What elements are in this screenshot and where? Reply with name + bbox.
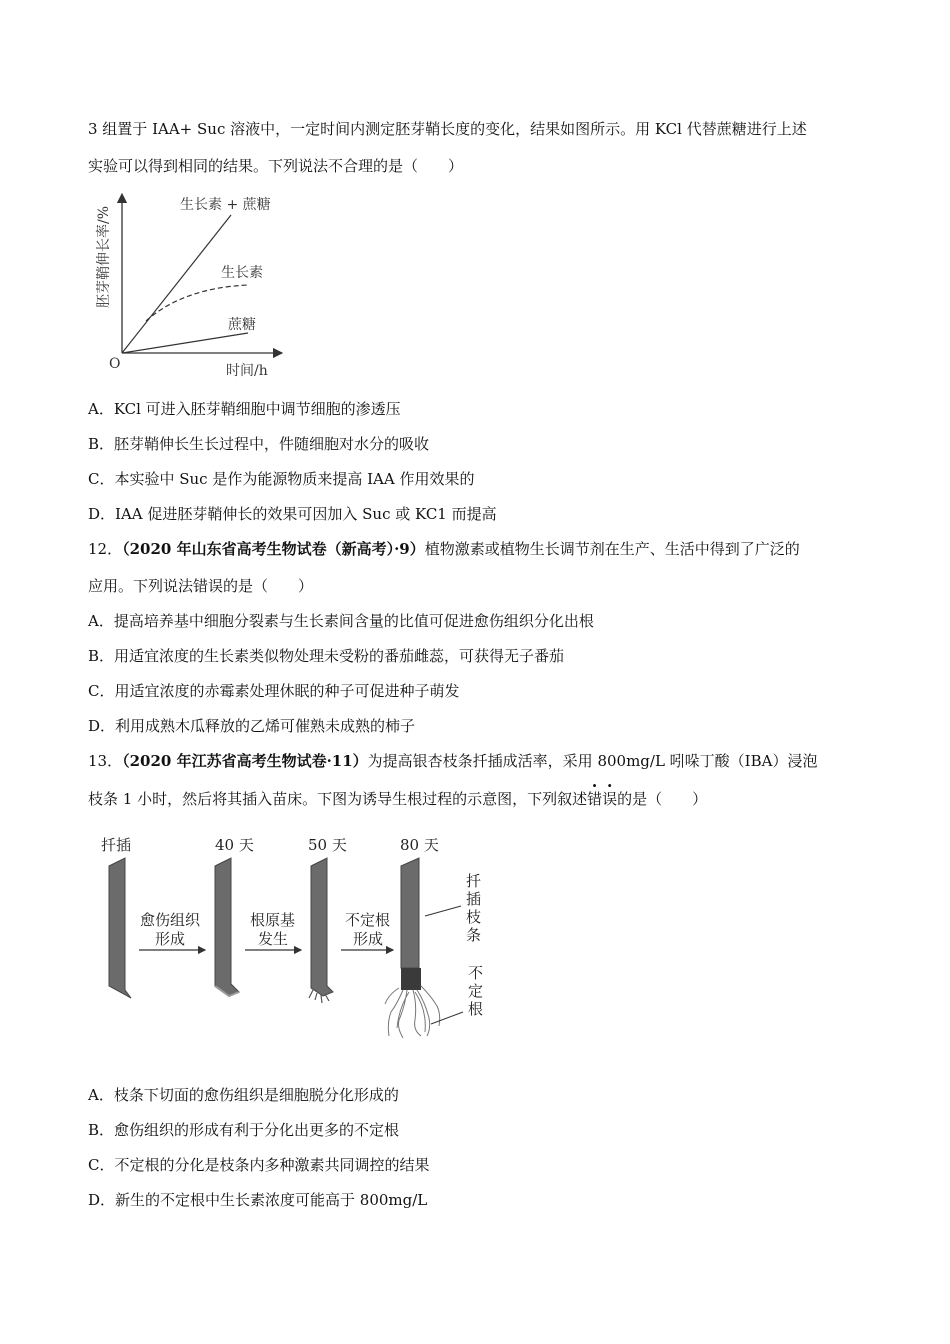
- arrow-3-label-1: 不定根: [345, 911, 391, 929]
- q12-option-c: C．用适宜浓度的赤霉素处理休眠的种子可促进种子萌发: [88, 682, 460, 700]
- label-sucrose: 蔗糖: [228, 317, 256, 333]
- q12-stem-text: 植物激素或植物生长调节剂在生产、生活中得到了广泛的: [424, 540, 800, 558]
- chart-ylabel: 胚芽鞘伸长率/%: [96, 205, 112, 308]
- q12-source: （2020 年山东省高考生物试卷（新高考）·9）: [122, 540, 425, 558]
- label-cutting-branch-text-char: 插: [466, 890, 482, 908]
- q11-stem-line1: 3 组置于 IAA+ Suc 溶液中，一定时间内测定胚芽鞘长度的变化，结果如图所示。用 KCl 代替蔗糖进行上述: [88, 120, 807, 138]
- q13-emphasis-char-1: 错: [587, 790, 603, 808]
- q13-stem-line2: [88, 789, 707, 809]
- label-adventitious-root-text-char: 定: [468, 982, 484, 1000]
- q13-stem2-text: 枝条 1 小时，然后将其插入苗床。下图为诱导生根过程的示意图，下列叙述: [88, 790, 588, 808]
- arrow-2-label-1: 根原基: [250, 911, 296, 929]
- q12-option-d: D．利用成熟木瓜释放的乙烯可催熟未成熟的柿子: [88, 717, 416, 735]
- q13-source: （2020 年江苏省高考生物试卷·11）: [122, 752, 368, 770]
- q13-stem2-end: 的是（ ）: [617, 790, 708, 808]
- q13-stem-line1: [88, 751, 817, 771]
- adventitious-roots: [385, 986, 440, 1038]
- q11-option-d: D．IAA 促进胚芽鞘伸长的效果可因加入 Suc 或 KC1 而提高: [88, 505, 497, 523]
- arrow-1-label-1: 愈伤组织: [140, 911, 201, 929]
- label-cutting-branch-text-char: 枝: [466, 908, 482, 926]
- branch-stage-3: [311, 858, 333, 996]
- q12-stem-line1: [88, 539, 800, 559]
- branch-stage-2: [215, 858, 239, 996]
- label-cutting-branch: [466, 872, 481, 944]
- chart-xlabel: 时间/h: [226, 363, 268, 379]
- q13-stem-text: 为提高银杏枝条扦插成活率，采用 800mg/L 吲哚丁酸（IBA）浸泡: [367, 752, 818, 770]
- q13-number: 13．: [88, 752, 123, 770]
- label-cutting-branch-text-char: 扦: [466, 872, 482, 890]
- series-sucrose-line: [122, 333, 248, 353]
- q13-option-b: B．愈伤组织的形成有利于分化出更多的不定根: [88, 1121, 400, 1139]
- leader-root: [431, 1012, 463, 1024]
- q11-option-c: C．本实验中 Suc 是作为能源物质来提高 IAA 作用效果的: [88, 470, 475, 488]
- label-adventitious-root-text-char: 不: [468, 964, 484, 982]
- q11-growth-chart: [88, 188, 288, 380]
- q13-option-d: D．新生的不定根中生长素浓度可能高于 800mg/L: [88, 1191, 428, 1209]
- q11-option-b: B．胚芽鞘伸长生长过程中，件随细胞对水分的吸收: [88, 435, 430, 453]
- label-auxin-sucrose: 生长素 + 蔗糖: [180, 197, 271, 213]
- callus-base: [401, 968, 421, 990]
- q12-option-b: B．用适宜浓度的生长素类似物处理未受粉的番茄雌蕊，可获得无子番茄: [88, 647, 565, 665]
- q13-option-c: C．不定根的分化是枝条内多种激素共同调控的结果: [88, 1156, 430, 1174]
- label-adventitious-root: [468, 964, 483, 1018]
- q13-emphasis-char-2: 误: [602, 790, 618, 808]
- label-auxin: 生长素: [221, 265, 263, 281]
- leader-branch: [425, 906, 461, 916]
- q12-option-a: A．提高培养基中细胞分裂素与生长素间含量的比值可促进愈伤组织分化出根: [88, 612, 594, 630]
- stage-label-80d: 80 天: [400, 836, 439, 854]
- q11-stem-line2: 实验可以得到相同的结果。下列说法不合理的是（ ）: [88, 157, 464, 175]
- branch-stage-4: [401, 858, 419, 968]
- q12-stem-line2: 应用。下列说法错误的是（ ）: [88, 577, 314, 595]
- q12-number: 12．: [88, 540, 123, 558]
- q13-option-a: A．枝条下切面的愈伤组织是细胞脱分化形成的: [88, 1086, 399, 1104]
- chart-origin: O: [109, 356, 121, 372]
- q13-rooting-diagram: [95, 828, 490, 1048]
- label-cutting-branch-text-char: 条: [466, 926, 482, 944]
- stage-label-50d: 50 天: [308, 836, 347, 854]
- branch-stage-1: [109, 858, 131, 998]
- stage-label-cutting: 扦插: [101, 836, 132, 854]
- arrow-2-label-2: 发生: [258, 930, 289, 948]
- q11-option-a: A．KCl 可进入胚芽鞘细胞中调节细胞的渗透压: [88, 400, 401, 418]
- stage-label-40d: 40 天: [215, 836, 254, 854]
- series-auxin-sucrose-line: [122, 215, 231, 353]
- label-adventitious-root-text-char: 根: [468, 1000, 484, 1018]
- arrow-3-label-2: 形成: [353, 930, 384, 948]
- arrow-1-label-2: 形成: [155, 930, 186, 948]
